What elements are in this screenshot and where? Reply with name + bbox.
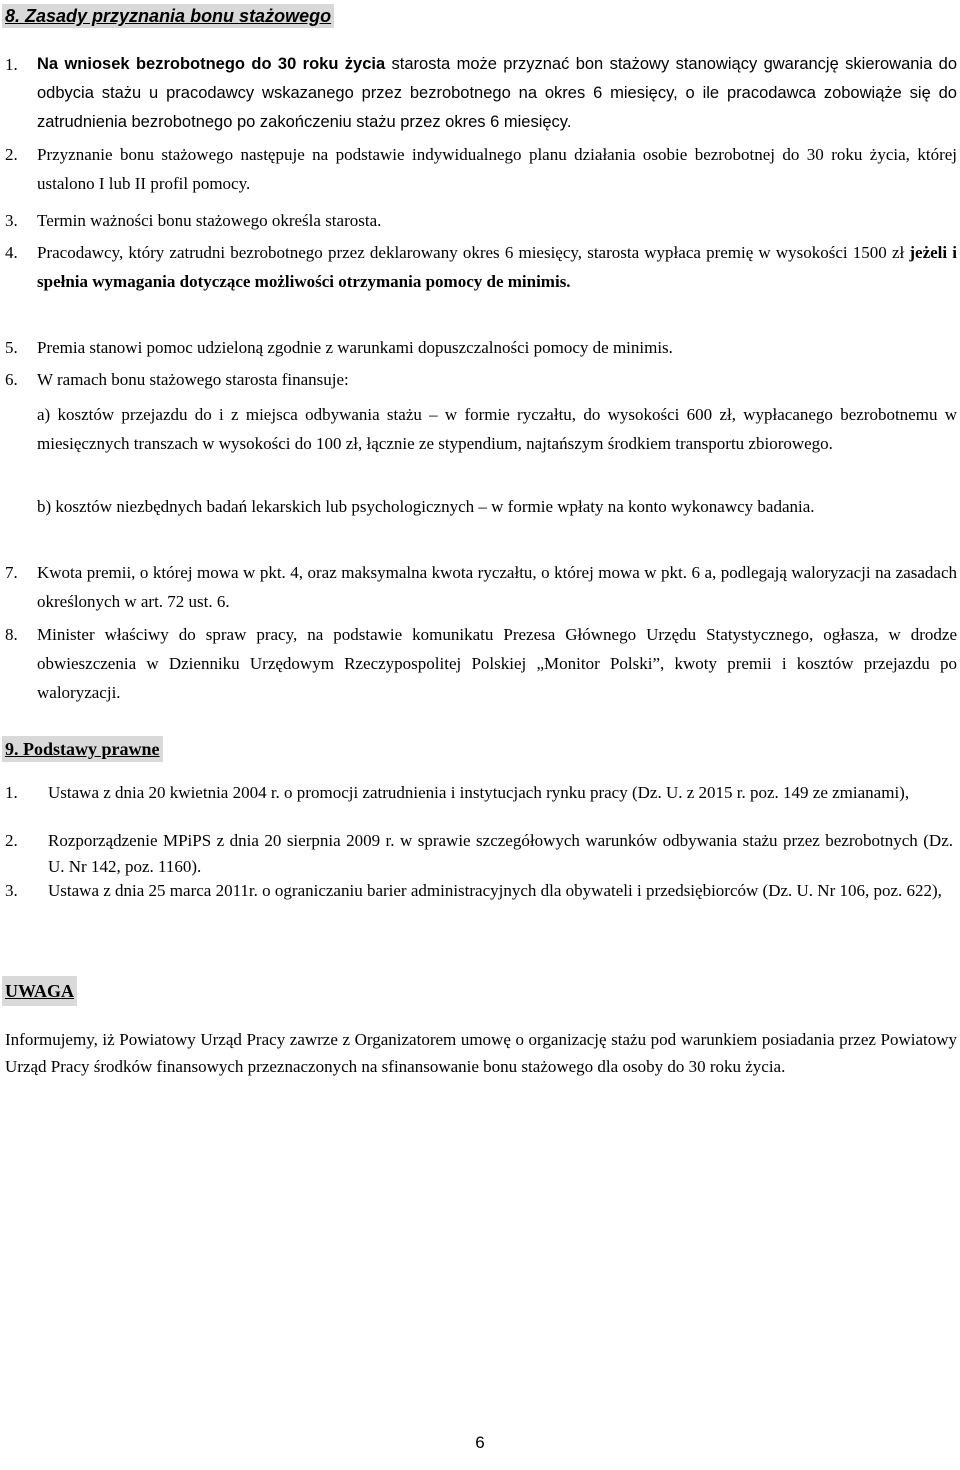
note-heading: UWAGA [2, 976, 77, 1006]
rule-item-6 [5, 365, 957, 394]
rule-number: 1. [5, 55, 18, 74]
legal-basis-number: 1. [5, 783, 18, 802]
legal-basis-text: Ustawa z dnia 25 marca 2011r. o ograniczaniu barier administracyjnych dla obywateli i przedsiębiorców (Dz. U. Nr 106, poz. 622), [48, 881, 942, 900]
rule-item-5 [5, 333, 957, 362]
legal-basis-item-2 [5, 828, 953, 880]
rule-number: 7. [5, 563, 18, 582]
legal-basis-item-3 [5, 878, 953, 904]
section-8-heading: 8. Zasady przyznania bonu stażowego [2, 4, 334, 28]
legal-basis-number: 2. [5, 831, 18, 850]
legal-basis-text: Rozporządzenie MPiPS z dnia 20 sierpnia 2009 r. w sprawie szczegółowych warunków odbywania stażu przez bezrobotnych (Dz. U. Nr 142, poz. 1160). [48, 831, 953, 876]
rule-item-3 [5, 206, 957, 235]
rule-item-2 [5, 140, 957, 198]
rule-text: Przyznanie bonu stażowego następuje na podstawie indywidualnego planu działania osobie bezrobotnej do 30 roku życia, której ustalono I lub II profil pomocy. [37, 145, 957, 193]
rule-number: 8. [5, 625, 18, 644]
rule-item-4 [5, 238, 957, 296]
rule-text: Minister właściwy do spraw pracy, na podstawie komunikatu Prezesa Głównego Urzędu Statystycznego, ogłasza, w drodze obwieszczenia w Dzienniku Urzędowym Rzeczypospolitej Polskiej „Monitor Polski”, kwoty premii i kosztów przejazdu po waloryzacji. [37, 625, 957, 702]
rule-text [37, 238, 957, 296]
rule-text: W ramach bonu stażowego starosta finansuje: [37, 370, 349, 389]
rule-text: Kwota premii, o której mowa w pkt. 4, oraz maksymalna kwota ryczałtu, o której mowa w pkt. 6 a, podlegają waloryzacji na zasadach określonych w art. 72 ust. 6. [37, 563, 957, 611]
page-number: 6 [475, 1433, 485, 1452]
financing-item-b: b) kosztów niezbędnych badań lekarskich lub psychologicznych – w formie wpłaty na konto wykonawcy badania. [37, 497, 815, 516]
rule-number: 5. [5, 338, 18, 357]
rule-text-lead: Pracodawcy, który zatrudni bezrobotnego przez deklarowany okres 6 miesięcy, starosta wypłaca premię w wysokości 1500 zł [37, 243, 910, 262]
rule-item-1 [5, 50, 957, 137]
rule-item-7 [5, 558, 957, 616]
note-paragraph: Informujemy, iż Powiatowy Urząd Pracy zawrze z Organizatorem umowę o organizację stażu pod warunkiem posiadania przez Powiatowy Urząd Pracy środków finansowych przeznaczonych na sfinansowanie bonu stażowego dla osoby do 30 roku życia. [5, 1030, 957, 1076]
legal-basis-item-1 [5, 780, 953, 806]
rule-bold-tail: jeżeli i spełnia wymagania dotyczące możliwości otrzymania pomocy de minimis. [37, 243, 957, 291]
rule-number: 2. [5, 145, 18, 164]
rule-bold-lead: Na wniosek bezrobotnego do 30 roku życia [37, 55, 386, 73]
rule-number: 4. [5, 243, 18, 262]
rule-text: Termin ważności bonu stażowego określa starosta. [37, 211, 382, 230]
rule-number: 3. [5, 211, 18, 230]
rule-text [37, 50, 957, 137]
rule-item-8 [5, 620, 957, 707]
rule-text-rest: starosta może przyznać bon stażowy stanowiący gwarancję skierowania do odbycia stażu u pracodawcy wskazanego przez bezrobotnego na okres 6 miesięcy, o ile pracodawca zobowiąże się do zatrudnienia bezrobotnego po zakończeniu stażu przez okres 6 miesięcy. [37, 55, 958, 131]
section-9-heading: 9. Podstawy prawne [2, 736, 163, 762]
financing-item-a: a) kosztów przejazdu do i z miejsca odbywania stażu – w formie ryczałtu, do wysokości 600 zł, wypłacanego bezrobotnemu w miesięcznych transzach w wysokości do 100 zł, łącznie ze stypendium, najtańszym środkiem transportu zbiorowego. [37, 405, 957, 453]
rule-text: Premia stanowi pomoc udzieloną zgodnie z warunkami dopuszczalności pomocy de minimis. [37, 338, 673, 357]
rule-number: 6. [5, 370, 18, 389]
legal-basis-number: 3. [5, 881, 18, 900]
legal-basis-text: Ustawa z dnia 20 kwietnia 2004 r. o promocji zatrudnienia i instytucjach rynku pracy (Dz. U. z 2015 r. poz. 149 ze zmianami), [48, 783, 910, 802]
